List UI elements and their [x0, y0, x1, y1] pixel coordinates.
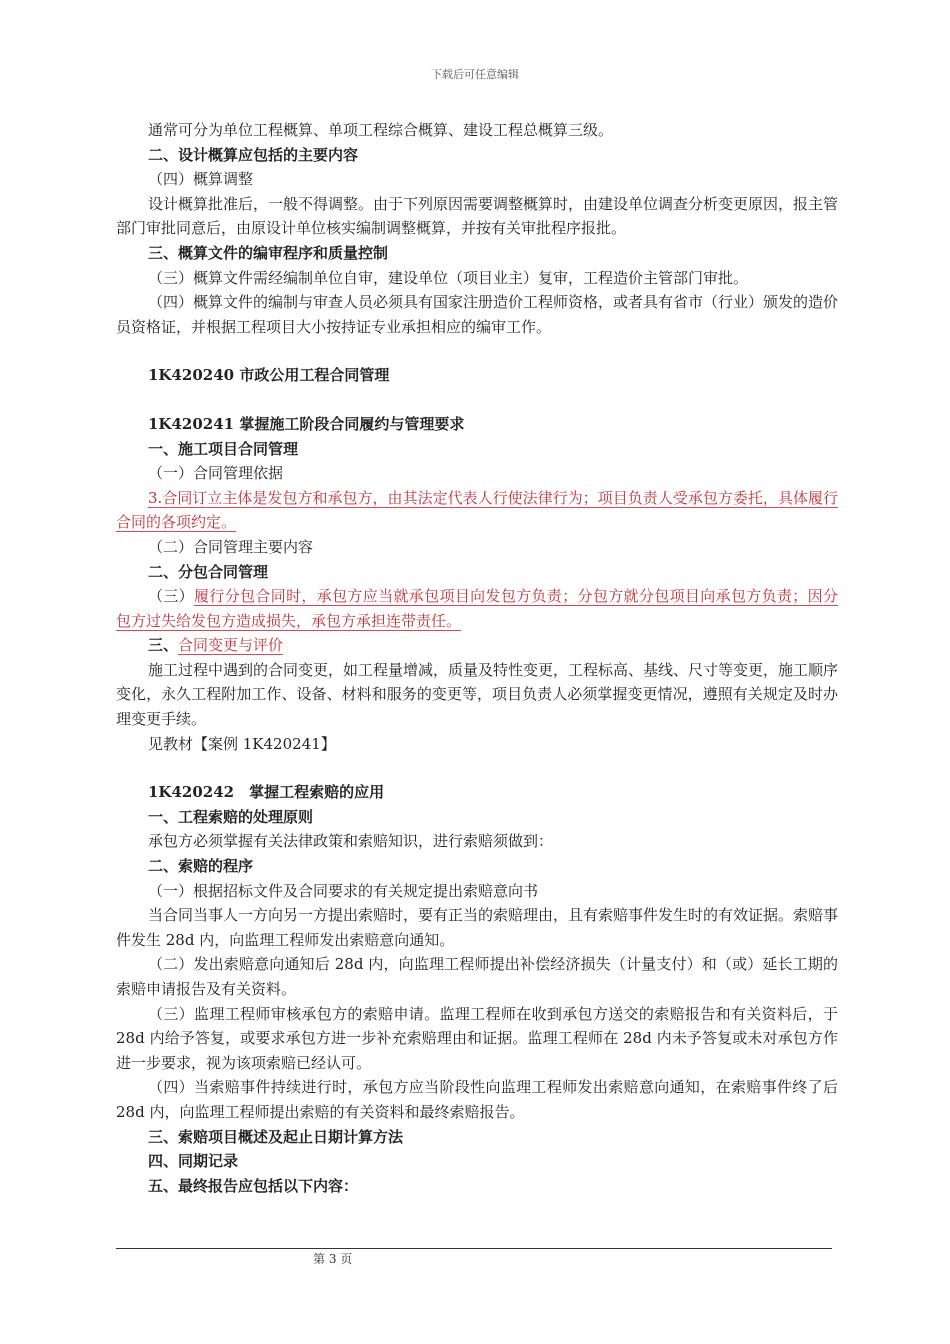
paragraph: （四）概算文件的编制与审查人员必须具有国家注册造价工程师资格，或者具有省市（行业）颁发的造价员资格证，并根据工程项目大小按持证专业承担相应的编审工作。	[116, 293, 839, 336]
paragraph: （三）监理工程师审核承包方的索赔申请。监理工程师在收到承包方送交的索赔报告和有关资料后，于 28d 内给予答复，或要求承包方进一步补充索赔理由和证据。监理工程师在 28d 内未予答复或未对承包方作进一步要求，视为该项索赔已经认可。	[116, 1004, 838, 1072]
subheading: （一）合同管理依据	[148, 464, 284, 483]
paragraph: （三）概算文件需经编制单位自审，建设单位（项目业主）复审，工程造价主管部门审批。	[148, 268, 749, 287]
paragraph: （四）当索赔事件持续进行时，承包方应当阶段性向监理工程师发出索赔意向通知，在索赔事件终了后 28d 内，向监理工程师提出索赔的有关资料和最终索赔报告。	[116, 1078, 838, 1121]
section-heading: 二、索赔的程序	[148, 857, 254, 876]
page-header: 下载后可任意编辑	[431, 68, 519, 81]
subheading: （四）概算调整	[148, 170, 254, 189]
section-heading: 二、设计概算应包括的主要内容	[148, 145, 359, 164]
section-heading: 四、同期记录	[148, 1152, 239, 1171]
section-heading: 五、最终报告应包括以下内容：	[148, 1176, 359, 1195]
section-heading: 三、索赔项目概述及起止日期计算方法	[148, 1127, 404, 1146]
paragraph-prefix: （三）	[148, 587, 195, 606]
highlighted-text: 履行分包合同时，承包方应当就承包项目向发包方负责；分包方就分包项目向承包方负责；因分包方过失给发包方造成损失，承包方承担连带责任。	[116, 587, 838, 630]
chapter-heading: 1K420240 市政公用工程合同管理	[148, 366, 390, 385]
section-heading	[116, 633, 838, 658]
section-heading: 一、施工项目合同管理	[148, 439, 299, 458]
section-heading: 一、工程索赔的处理原则	[148, 807, 314, 826]
paragraph: 设计概算批准后，一般不得调整。由于下列原因需要调整概算时，由建设单位调查分析变更原因，报主管部门审批同意后，由原设计单位核实编制调整概算，并按有关审批程序报批。	[116, 194, 839, 238]
paragraph: （二）发出索赔意向通知后 28d 内，向监理工程师提出补偿经济损失（计量支付）和（或）延长工期的索赔申请报告及有关资料。	[116, 955, 838, 998]
highlighted-paragraph	[116, 584, 838, 633]
paragraph: 通常可分为单位工程概算、单项工程综合概算、建设工程总概算三级。	[148, 121, 614, 139]
page-number: 第 3 页	[313, 1252, 353, 1266]
paragraph: 承包方必须掌握有关法律政策和索赔知识，进行索赔须做到：	[148, 832, 554, 851]
paragraph: 当合同当事人一方向另一方提出索赔时，要有正当的索赔理由，且有索赔事件发生时的有效证据。索赔事件发生 28d 内，向监理工程师发出索赔意向通知。	[116, 906, 839, 949]
highlighted-text: 合同变更与评价	[178, 636, 284, 655]
chapter-heading: 1K420241 掌握施工阶段合同履约与管理要求	[148, 414, 465, 433]
footer-divider	[116, 1248, 832, 1249]
subheading: （二）合同管理主要内容	[148, 537, 314, 556]
chapter-heading: 1K420242 掌握工程索赔的应用	[148, 783, 385, 802]
section-heading: 三、概算文件的编审程序和质量控制	[148, 243, 389, 262]
highlighted-paragraph: 3.合同订立主体是发包方和承包方，由其法定代表人行使法律行为；项目负责人受承包方委托，具体履行合同的各项约定。	[116, 488, 838, 532]
paragraph: 施工过程中遇到的合同变更，如工程量增减，质量及特性变更，工程标高、基线、尺寸等变更，施工顺序变化，永久工程附加工作、设备、材料和服务的变更等，项目负责人必须掌握变更情况，遵照有关规定及时办理变更手续。	[116, 660, 839, 729]
subheading: （一）根据招标文件及合同要求的有关规定提出索赔意向书	[148, 881, 539, 900]
reference: 见教材【案例 1K420241】	[148, 734, 336, 753]
document-body	[116, 118, 838, 1198]
section-heading: 二、分包合同管理	[148, 562, 269, 581]
heading-prefix: 三、	[148, 636, 179, 655]
